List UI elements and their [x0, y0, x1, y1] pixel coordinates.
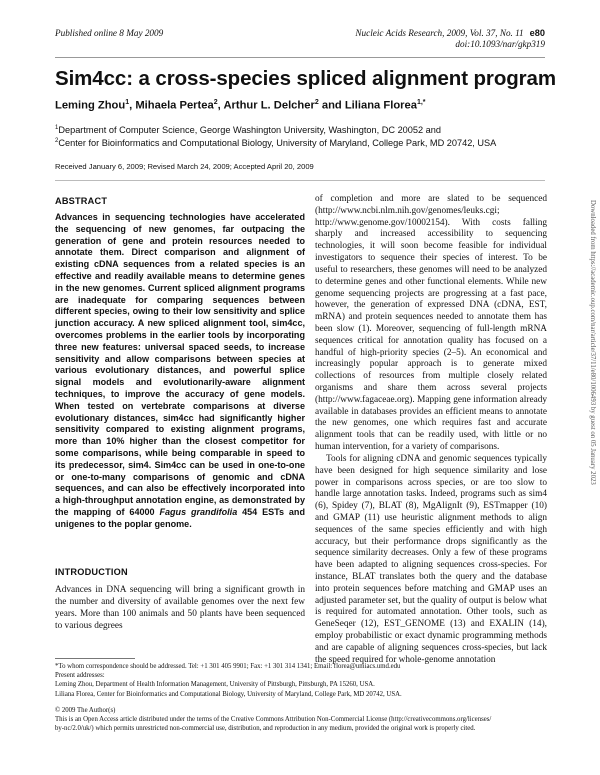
affiliation-mark: 2: [55, 138, 59, 144]
footnote-line: Liliana Florea, Center for Bioinformatics and Computational Biology, University of Maryland, College Park, MD 20742, USA.: [55, 690, 402, 698]
species-name: Fagus grandifolia: [159, 506, 238, 517]
affiliation: [55, 125, 441, 135]
license-line: by-nc/2.0/uk/) which permits unrestricted non-commercial use, distribution, and reproduction in any medium, provided the original work is properly cited.: [55, 725, 476, 733]
footnote-line: Present addresses:: [55, 672, 105, 680]
copyright-line: © 2009 The Author(s): [55, 707, 116, 714]
affiliation-text: Department of Computer Science, George Washington University, Washington, DC 20052 and: [58, 125, 442, 136]
footnote-line: *To whom correspondence should be addressed. Tel: +1 301 405 9901; Fax: +1 301 314 1341; Email: florea@umiacs.umd.edu: [55, 663, 401, 670]
right-column: [315, 194, 547, 667]
author-affil-mark: 2: [314, 99, 319, 106]
footnotes: [55, 662, 547, 699]
license-line: This is an Open Access article distributed under the terms of the Creative Commons Attribution Non-Commercial License (http://creativecommons.org/licenses/: [55, 716, 492, 724]
journal-header: [355, 28, 545, 50]
author-affil-mark: 1: [125, 99, 130, 106]
doi: doi:10.1093/nar/gkp319: [455, 39, 545, 49]
paper-title: Sim4cc: a cross-species spliced alignment program: [55, 67, 556, 90]
author-affil-mark: 1,*: [416, 99, 426, 106]
affiliation-mark: 1: [55, 125, 59, 131]
footnote-line: Leming Zhou, Department of Health Information Management, University of Pittsburgh, Pittsburgh, PA 15260, USA.: [55, 681, 375, 689]
author-name: Mihaela Pertea: [135, 99, 214, 112]
received-dates: Received January 6, 2009; Revised March 24, 2009; Accepted April 20, 2009: [55, 162, 314, 171]
author-name: Liliana Florea: [344, 99, 417, 112]
author-name: Leming Zhou: [55, 99, 126, 112]
journal-citation: Nucleic Acids Research, 2009, Vol. 37, No. 11: [355, 28, 524, 38]
body-paragraph: of completion and more are slated to be sequenced (http://www.ncbi.nlm.nih.gov/genomes/leuks.cgi; http://www.genome.gov/10002154). With costs falling sharply and increased accessibility to sequencing technologies, it will soon become feasible for individual investigators to sequence their species of interest. To be useful to researchers, these genomes will need to be analyzed to determine genes and other functional elements. While new genome sequencing projects are progressing at a fast pace, however, the generation of expressed DNA (cDNA, EST, mRNA) and protein sequences needed to annotate them has been slow (1). Moreover, sequencing of full-length mRNA sequences critical for annotation quality has focused on a handful of high-priority species (2–5). An economical and increasingly popular approach is to generate mixed collections of resources from multiple closely related organisms and share them across several projects (http://www.fagaceae.org). Mapping gene information already available in databases provides an efficient means to annotate the new genomes, one which requires fast and accurate alignment tools that can be readily used, with little or no human intervention, for a variety of comparisons.: [315, 194, 547, 453]
abstract-body: [55, 212, 305, 531]
header-divider: [55, 57, 545, 58]
published-date: Published online 8 May 2009: [55, 28, 164, 38]
author-affil-mark: 2: [213, 99, 218, 106]
download-watermark: [584, 200, 598, 730]
affiliation-text: Center for Bioinformatics and Computational Biology, University of Maryland, College Park, MD 20742, USA: [58, 138, 497, 149]
abstract-text: Advances in sequencing technologies have accelerated the sequencing of new genomes, far outpacing the generation of gene and protein resources needed to annotate them. Direct comparison and alignment of existing cDNA sequences from a related species is an effective and readily available means to determine genes in the new genomes. Current spliced alignment programs are inadequate for comparing sequences between different species, owing to their low sensitivity and splice junction accuracy. A new spliced alignment tool, sim4cc, overcomes problems in the earlier tools by incorporating three new features: universal spaced seeds, to increase sensitivity and allow comparisons between species at various evolutionary distances, and powerful splice signal models and evolutionarily-aware alignment techniques, to improve the accuracy of gene models. When tested on vertebrate comparisons at diverse evolutionary distances, sim4cc had significantly higher sensitivity compared to existing alignment programs, more than 10% higher than the closest competitor for some comparisons, while being comparable in speed to its predecessor, sim4. Sim4cc can be used in one-to-one or one-to-many comparisons of genomic and cDNA sequences, and can also be effectively incorporated into a high-throughput annotation engine, as demonstrated by the mapping of 64000: [55, 212, 305, 517]
abstract-text-end: 454 ESTs and unigenes to the poplar genome.: [55, 506, 305, 529]
footnote-divider: [55, 658, 135, 659]
page-id: e80: [529, 28, 545, 38]
abstract-heading: ABSTRACT: [55, 196, 108, 206]
title-divider: [55, 180, 545, 181]
author-list: Leming Zhou$^1$, Mihaela Pertea$^2$, Arthur L. Delcher$^2$ and Liliana Florea$^{1,*}$: [55, 99, 426, 112]
watermark-text: Downloaded from https://academic.oup.com/nar/article/37/11/e80/1006493 by guest on 05 January 2023: [589, 200, 596, 485]
introduction-heading: INTRODUCTION: [55, 567, 128, 577]
author-name: Arthur L. Delcher: [223, 99, 315, 112]
body-paragraph: Tools for aligning cDNA and genomic sequences typically have been designed for high sequence similarity and lose power in comparisons across species, or are too slow to handle large annotation tasks. Indeed, programs such as sim4 (6), Spidey (7), BLAT (8), MgAlignIt (9), ESTmapper (10) and GMAP (11) use heuristic alignment methods to align sequences of the same species efficiently and with high accuracy, but their performance drops significantly as the sequence similarity decreases. Only a few of these programs have been adapted to aligning sequences cross-species. For instance, BLAT translates both the query and the database into protein sequences before matching and GMAP uses an adjusted parameter set, but the quality of output is below what is required for automated annotation. Other tools, such as GeneSeqer (12), EST_GENOME (13) and EXALIN (14), employ probabilistic or exact dynamic programming methods and are capable of aligning sequences cross-species, but lack the speed required for whole-genome annotation: [315, 453, 547, 665]
introduction-paragraph: Advances in DNA sequencing will bring a significant growth in the number and diversity of available genomes over the next few years. More than 100 animals and 50 plants have been sequenced to various degrees: [55, 585, 305, 631]
affiliation: [55, 138, 496, 148]
copyright-notice: [55, 706, 547, 734]
